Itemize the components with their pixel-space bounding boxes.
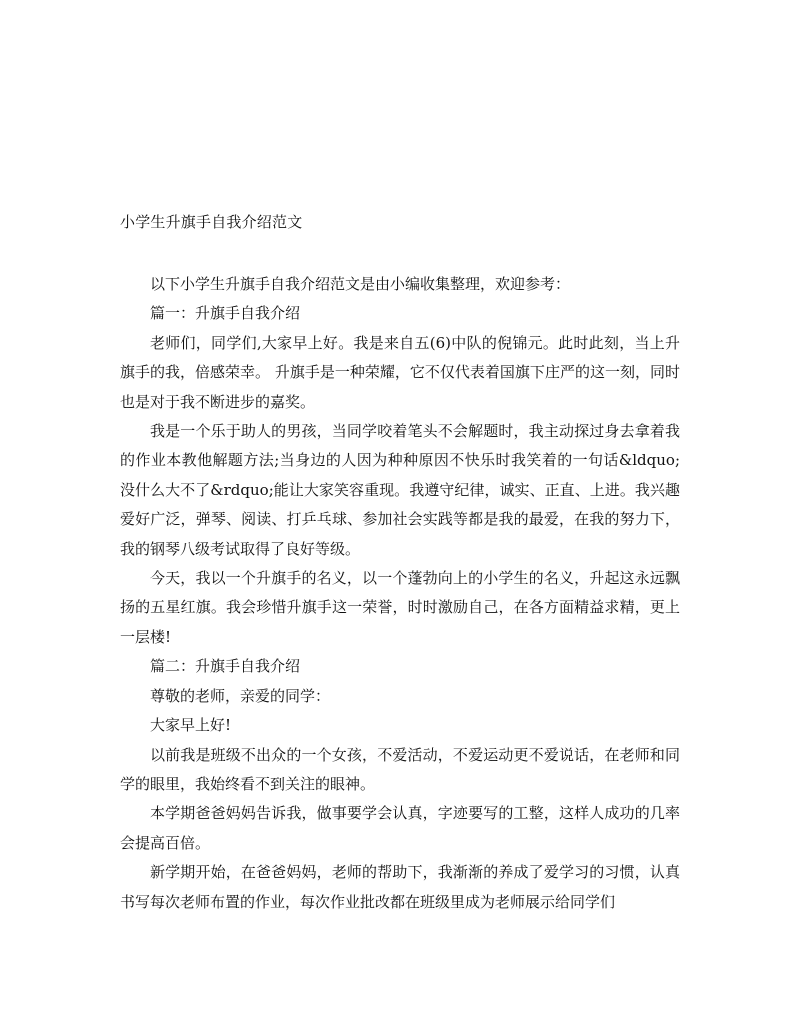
- section-heading-2: 篇二：升旗手自我介绍: [150, 657, 301, 676]
- paragraph: 老师们，同学们,大家早上好。我是来自五(6)中队的倪锦元。此时此刻，当上升旗手的我，倍感荣幸。 升旗手是一种荣耀，它不仅代表着国旗下庄严的这一刻，同时也是对于我不断进步的嘉奖。: [120, 333, 680, 411]
- paragraph: 本学期爸爸妈妈告诉我，做事要学会认真，字迹要写的工整，这样人成功的几率会提高百倍。: [120, 804, 680, 852]
- paragraph: 今天，我以一个升旗手的名义，以一个蓬勃向上的小学生的名义，升起这永远飘扬的五星红旗。我会珍惜升旗手这一荣誉，时时激励自己，在各方面精益求精，更上一层楼!: [120, 569, 680, 646]
- salutation: 尊敬的老师，亲爱的同学：: [150, 686, 331, 705]
- intro-paragraph: 以下小学生升旗手自我介绍范文是由小编收集整理，欢迎参考：: [150, 275, 571, 293]
- paragraph: 我是一个乐于助人的男孩，当同学咬着笔头不会解题时，我主动探过身去拿着我的作业本教他解题方法;当身边的人因为种种原因不快乐时我笑着的一句话&ldquo;没什么大不了&rdquo;能让大家笑容重现。我遵守纪律，诚实、正直、上进。我兴趣爱好广泛，弹琴、阅读、打乒乓球、参加社会实践等都是我的最爱，在我的努力下，我的钢琴八级考试取得了良好等级。: [120, 422, 680, 558]
- paragraph: 新学期开始，在爸爸妈妈，老师的帮助下，我渐渐的养成了爱学习的习惯，认真书写每次老师布置的作业，每次作业批改都在班级里成为老师展示给同学们: [120, 863, 680, 911]
- paragraph: 以前我是班级不出众的一个女孩，不爱活动，不爱运动更不爱说话，在老师和同学的眼里，我始终看不到关注的眼神。: [120, 745, 680, 793]
- document-title: 小学生升旗手自我介绍范文: [120, 213, 303, 231]
- greeting: 大家早上好!: [150, 716, 232, 735]
- section-heading-1: 篇一：升旗手自我介绍: [150, 304, 301, 323]
- document-body: [120, 270, 680, 917]
